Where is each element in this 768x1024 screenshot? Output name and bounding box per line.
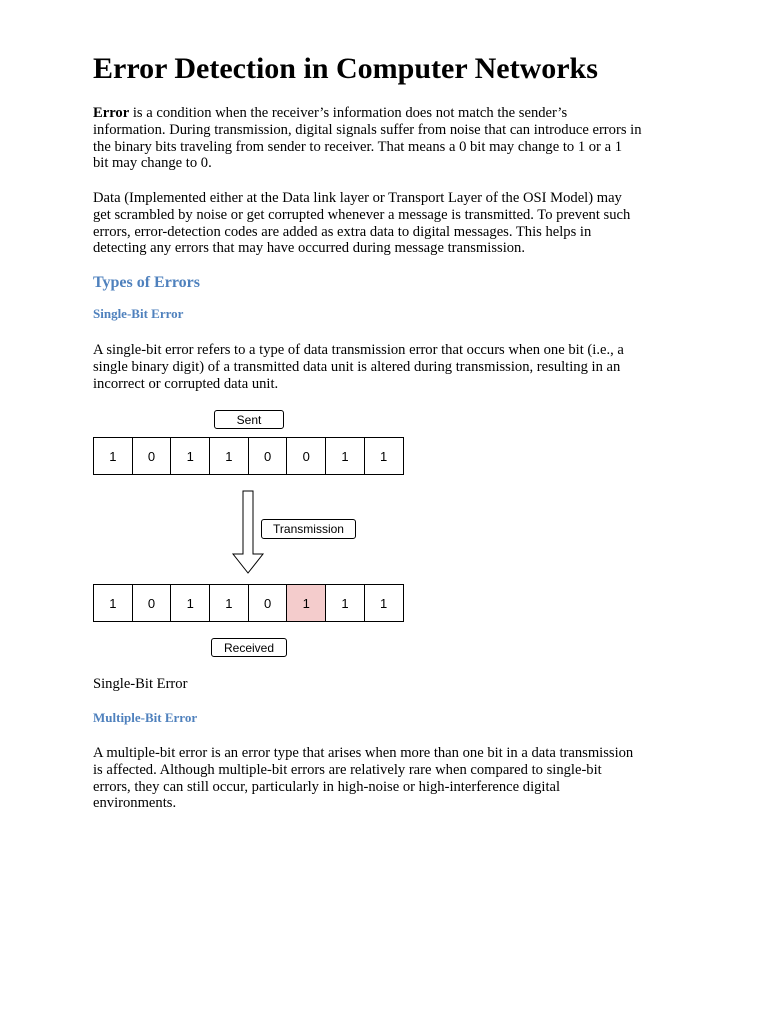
- bit-cell: 0: [133, 585, 172, 621]
- bit-cell: 0: [249, 585, 288, 621]
- bit-cell: 1: [171, 585, 210, 621]
- multiple-bit-heading: Multiple-Bit Error: [93, 710, 198, 725]
- multiple-bit-paragraph: A multiple-bit error is an error type that arises when more than one bit in a data transmission is affected. Although multiple-bit errors are relatively rare when compared to single-bit errors, they can still occur, particularly in high-noise or high-interference digital environments.: [93, 745, 634, 812]
- bit-cell: 1: [171, 438, 210, 474]
- sent-bits-row: [93, 437, 404, 475]
- bit-cell: 1: [94, 438, 133, 474]
- page-title: Error Detection in Computer Networks: [93, 52, 598, 85]
- bit-cell: 0: [287, 438, 326, 474]
- figure-caption: Single-Bit Error: [93, 676, 188, 692]
- types-heading: Types of Errors: [93, 274, 200, 291]
- single-bit-paragraph: A single-bit error refers to a type of data transmission error that occurs when one bit (i.e., a single binary digit) of a transmitted data unit is altered during transmission, resulting in an incorrect or corrupted data unit.: [93, 342, 624, 392]
- bit-cell: 0: [133, 438, 172, 474]
- intro-bold: Error: [93, 105, 130, 121]
- sent-label: Sent: [214, 410, 284, 429]
- bit-cell: 1: [210, 585, 249, 621]
- bit-cell: 1: [365, 438, 404, 474]
- error-bit-cell: 1: [287, 585, 326, 621]
- transmission-label: Transmission: [261, 519, 356, 539]
- bit-cell: 0: [249, 438, 288, 474]
- single-bit-heading: Single-Bit Error: [93, 306, 184, 321]
- bit-cell: 1: [210, 438, 249, 474]
- bit-cell: 1: [326, 438, 365, 474]
- intro-paragraph: [93, 105, 693, 172]
- intro-text: is a condition when the receiver’s information does not match the sender’s information. During transmission, digital signals suffer from noise that can introduce errors in the binary bits traveling from sender to receiver. That means a 0 bit may change to 1 or a 1 bit may change to 0.: [93, 105, 642, 172]
- data-paragraph: Data (Implemented either at the Data link layer or Transport Layer of the OSI Model) may get scrambled by noise or get corrupted whenever a message is transmitted. To prevent such errors, error-detection codes are added as extra data to digital messages. This helps in detecting any errors that may have occurred during message transmission.: [93, 190, 631, 257]
- bit-cell: 1: [94, 585, 133, 621]
- bit-cell: 1: [326, 585, 365, 621]
- bit-cell: 1: [365, 585, 404, 621]
- received-label: Received: [211, 638, 287, 657]
- received-bits-row: [93, 584, 404, 622]
